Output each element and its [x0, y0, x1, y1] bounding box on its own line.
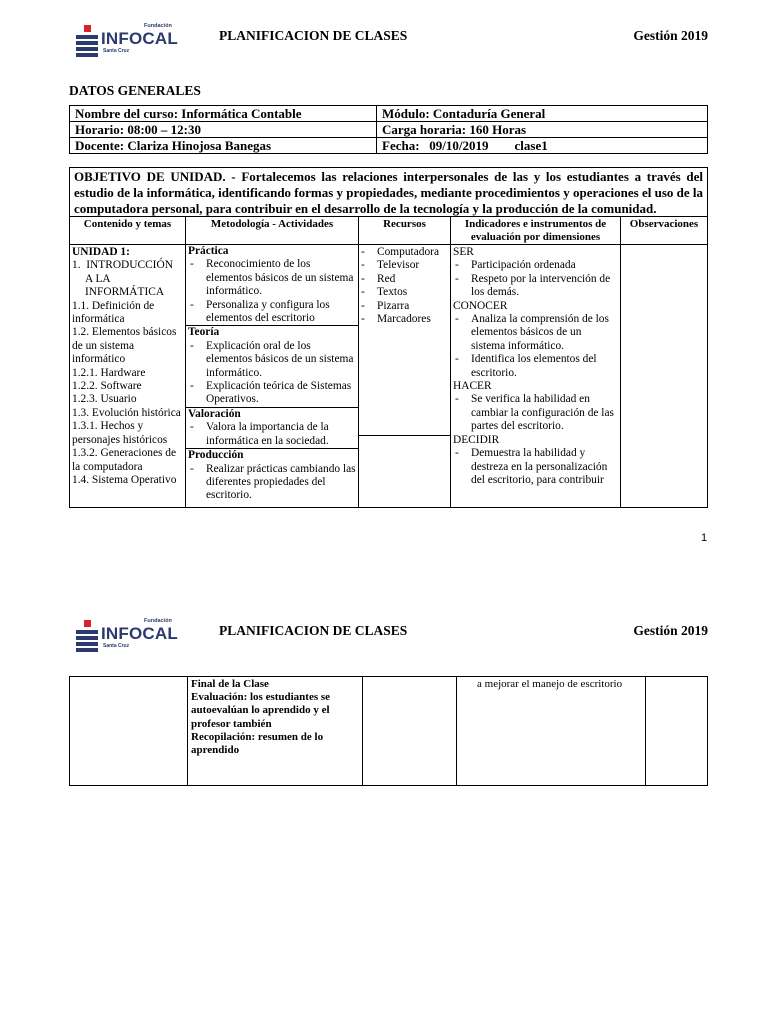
- indicadores-cell: [457, 677, 646, 786]
- recopilacion-line: Recopilación: resumen de lo aprendido: [191, 730, 324, 757]
- table-row: [70, 122, 708, 138]
- list-item: INFORMÁTICA: [85, 286, 165, 299]
- block-title: Valoración: [188, 407, 241, 420]
- list-item: 1.1. Definición de informática: [72, 299, 155, 326]
- datos-generales-title: DATOS GENERALES: [69, 83, 201, 98]
- list-item: 1.4. Sistema Operativo: [72, 473, 177, 486]
- indicator-list: [453, 259, 618, 299]
- list-item: - Respeto por la intervención de los demás.: [453, 273, 618, 300]
- indicator-continuation: a mejorar el manejo de escritorio: [477, 678, 623, 690]
- page-header-2: [0, 617, 768, 657]
- metodologia-cell: [188, 677, 363, 786]
- block-title: Teoría: [188, 326, 220, 339]
- list-item: 1.3. Evolución histórica: [72, 406, 181, 419]
- metodologia-block-teoria: [186, 325, 358, 406]
- planificacion-table: [69, 216, 708, 508]
- block-title: Práctica: [188, 245, 229, 257]
- activity-list: [188, 258, 356, 325]
- table-row: [70, 138, 708, 154]
- recursos-list: [359, 245, 450, 326]
- list-item: - Explicación teórica de Sistemas Operativos.: [188, 380, 356, 407]
- dimension-ser: SER: [453, 246, 474, 258]
- logo-name-text: INFOCAL: [101, 29, 178, 48]
- list-item: - Textos: [359, 286, 450, 299]
- table-cell: Nombre del curso: Informática Contable: [70, 106, 377, 122]
- infocal-logo-icon: [76, 25, 98, 57]
- metodologia-block-valoracion: [186, 407, 358, 448]
- table-cell: Carga horaria: 160 Horas: [377, 122, 708, 138]
- evaluacion-line: Evaluación: los estudiantes se autoevalúan lo aprendido y el profesor también: [191, 691, 331, 730]
- activity-list: [188, 421, 356, 448]
- table-header-row: [70, 217, 708, 245]
- logo-fundacion-text: Fundación: [144, 618, 172, 624]
- list-item: - Personaliza y configura los elementos del escritorio: [188, 299, 356, 326]
- logo-city-text: Santa Cruz: [103, 643, 130, 649]
- list-item: 1.2. Elementos básicos de un sistema informático: [72, 326, 177, 366]
- block-title: Producción: [188, 449, 244, 462]
- list-item: 1.3.1. Hechos y personajes históricos: [72, 420, 168, 446]
- list-item: - Identifica los elementos del escritorio.: [453, 353, 618, 380]
- document-title: PLANIFICACION DE CLASES: [219, 28, 408, 43]
- col-header-metodologia: Metodología - Actividades: [186, 217, 359, 245]
- infocal-logo: [76, 617, 176, 655]
- list-item: - Valora la importancia de la informática en la sociedad.: [188, 421, 356, 448]
- list-item: A LA: [85, 272, 111, 285]
- list-item: - Demuestra la habilidad y destreza en la personalización del escritorio, para contribuir: [453, 447, 618, 487]
- list-item: - Red: [359, 273, 450, 286]
- recursos-cell: [359, 245, 451, 508]
- dimension-decidir: DECIDIR: [453, 433, 500, 446]
- gestion-year: Gestión 2019: [633, 623, 708, 638]
- indicator-list: [453, 393, 618, 433]
- indicator-list: [453, 447, 618, 487]
- table-row: [70, 245, 708, 508]
- logo-name-text: INFOCAL: [101, 624, 178, 643]
- document-title: PLANIFICACION DE CLASES: [219, 623, 408, 638]
- table-cell: Fecha: 09/10/2019 clase1: [377, 138, 708, 154]
- list-item: 1.2.2. Software: [72, 380, 142, 393]
- list-item: - Reconocimiento de los elementos básicos de un sistema informático.: [188, 258, 356, 298]
- contenido-cell: [70, 245, 186, 508]
- recursos-divider: [359, 435, 450, 436]
- contenido-cell: [70, 677, 188, 786]
- metodologia-cell: [186, 245, 359, 508]
- col-header-observaciones: Observaciones: [621, 217, 708, 245]
- col-header-contenido: Contenido y temas: [70, 217, 186, 245]
- activity-list: [188, 463, 356, 503]
- metodologia-block-practica: [186, 245, 358, 325]
- list-item: - Marcadores: [359, 313, 450, 326]
- list-item: - Se verifica la habilidad en cambiar la configuración de las partes del escritorio.: [453, 393, 618, 433]
- indicadores-cell: [451, 245, 621, 508]
- list-item: - Televisor: [359, 259, 450, 272]
- list-item: - Analiza la comprensión de los elementos básicos de un sistema informático.: [453, 313, 618, 353]
- dimension-hacer: HACER: [453, 380, 492, 393]
- list-item: - Explicación oral de los elementos básicos de un sistema informático.: [188, 340, 356, 380]
- list-item: 1. INTRODUCCIÓN: [72, 259, 173, 272]
- infocal-logo: [76, 22, 176, 60]
- table-row: [70, 677, 708, 786]
- page-header: [0, 22, 768, 62]
- unidad-title: UNIDAD 1:: [72, 246, 130, 258]
- list-item: 1.3.2. Generaciones de la computadora: [72, 447, 177, 473]
- planificacion-table-continued: [69, 676, 708, 786]
- list-item: - Participación ordenada: [453, 259, 618, 272]
- observaciones-cell: [621, 245, 708, 508]
- recursos-cell: [363, 677, 457, 786]
- page-number: 1: [701, 532, 708, 544]
- indicator-list: [453, 313, 618, 380]
- dimension-conocer: CONOCER: [453, 299, 508, 312]
- table-row: [70, 106, 708, 122]
- list-item: - Pizarra: [359, 300, 450, 313]
- col-header-recursos: Recursos: [359, 217, 451, 245]
- list-item: 1.2.3. Usuario: [72, 393, 137, 406]
- list-item: - Realizar prácticas cambiando las diferentes propiedades del escritorio.: [188, 463, 356, 503]
- datos-generales-table: [69, 105, 708, 154]
- col-header-indicadores: Indicadores e instrumentos de evaluación por dimensiones: [451, 217, 621, 245]
- logo-city-text: Santa Cruz: [103, 48, 130, 54]
- observaciones-cell: [646, 677, 708, 786]
- objetivo-de-unidad: OBJETIVO DE UNIDAD. - Fortalecemos las relaciones interpersonales de las y los estudiantes a través del estudio de la informática, identificando formas y propiedades, mediante procedimientos y operaciones el uso de la computadora personal, para contribuir en el desarrollo de la tecnología y la producción de la comunidad.: [69, 167, 708, 217]
- table-cell: Docente: Clariza Hinojosa Banegas: [70, 138, 377, 154]
- table-cell: Horario: 08:00 – 12:30: [70, 122, 377, 138]
- infocal-logo-icon: [76, 620, 98, 652]
- activity-list: [188, 340, 356, 407]
- gestion-year: Gestión 2019: [633, 28, 708, 43]
- final-clase-line: Final de la Clase: [191, 678, 269, 690]
- metodologia-block-produccion: [186, 448, 358, 503]
- list-item: - Computadora: [359, 246, 450, 259]
- logo-fundacion-text: Fundación: [144, 23, 172, 29]
- table-cell: Módulo: Contaduría General: [377, 106, 708, 122]
- list-item: 1.2.1. Hardware: [72, 366, 146, 379]
